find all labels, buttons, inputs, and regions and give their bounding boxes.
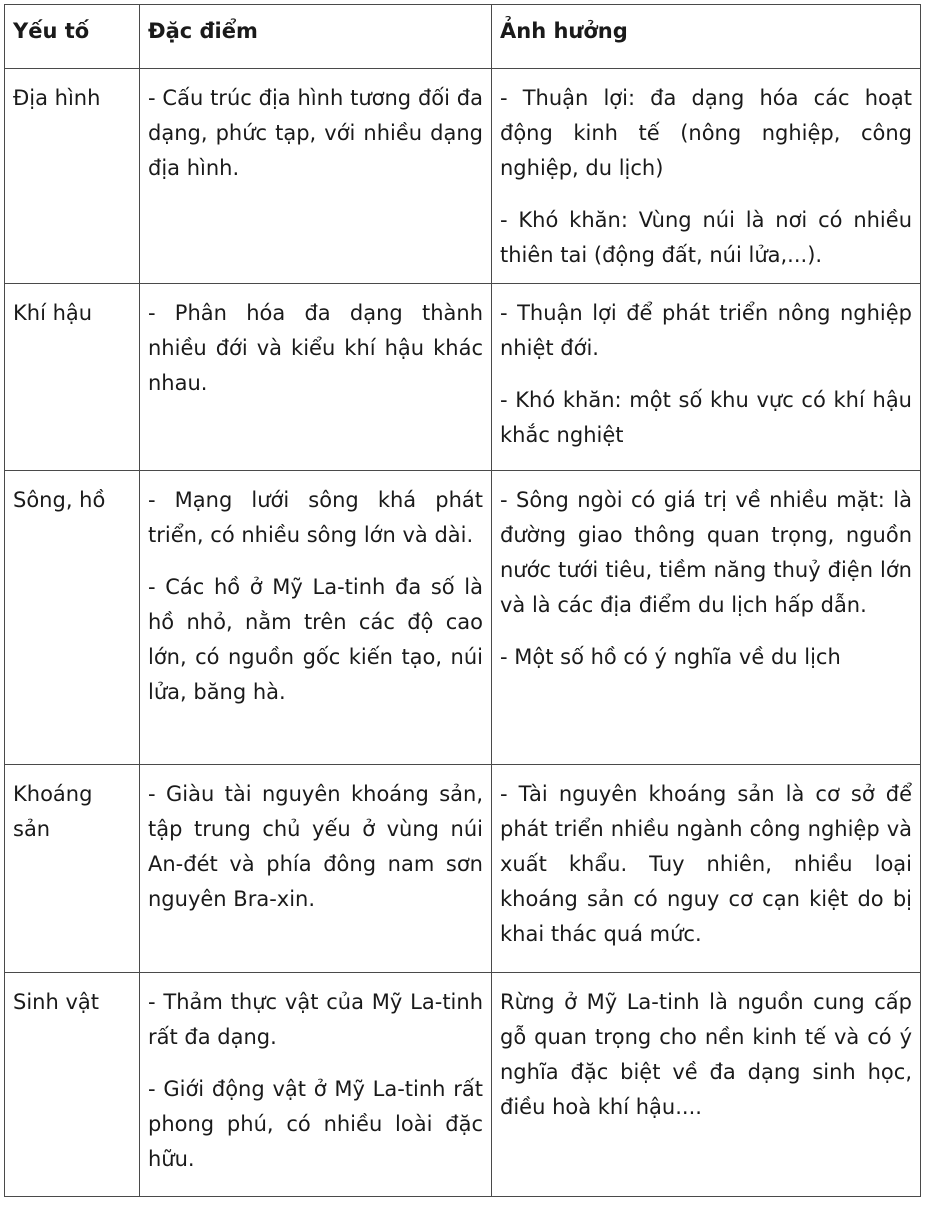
features-cell	[140, 69, 492, 284]
impact-item: - Một số hồ có ý nghĩa về du lịch	[500, 645, 841, 669]
header-factor: Yếu tố	[5, 5, 140, 69]
features-cell	[140, 284, 492, 471]
impact-item: Rừng ở Mỹ La-tinh là nguồn cung cấp gỗ quan trọng cho nền kinh tế và có ý nghĩa đặc biệt về đa dạng sinh học, điều hoà khí hậu....	[500, 990, 912, 1119]
factor-cell: Khí hậu	[5, 284, 140, 471]
impact-item: - Khó khăn: Vùng núi là nơi có nhiều thiên tai (động đất, núi lửa,...).	[500, 208, 912, 267]
factor-cell: Sinh vật	[5, 973, 140, 1197]
impacts-cell	[492, 765, 921, 973]
factor-cell: Sông, hồ	[5, 471, 140, 765]
impact-item: - Thuận lợi: đa dạng hóa các hoạt động kinh tế (nông nghiệp, công nghiệp, du lịch)	[500, 86, 912, 180]
table-row	[5, 69, 921, 284]
impacts-cell	[492, 69, 921, 284]
feature-item: - Các hồ ở Mỹ La-tinh đa số là hồ nhỏ, nằm trên các độ cao lớn, có nguồn gốc kiến tạo, núi lửa, băng hà.	[148, 575, 483, 704]
features-cell	[140, 471, 492, 765]
table-row	[5, 765, 921, 973]
table-row	[5, 284, 921, 471]
impact-item: - Tài nguyên khoáng sản là cơ sở để phát triển nhiều ngành công nghiệp và xuất khẩu. Tuy nhiên, nhiều loại khoáng sản có nguy cơ cạn kiệt do bị khai thác quá mức.	[500, 782, 912, 946]
features-cell	[140, 973, 492, 1197]
header-row	[5, 5, 921, 69]
feature-item: - Mạng lưới sông khá phát triển, có nhiều sông lớn và dài.	[148, 488, 483, 547]
feature-item: - Giàu tài nguyên khoáng sản, tập trung chủ yếu ở vùng núi An-đét và phía đông nam sơn nguyên Bra-xin.	[148, 782, 483, 911]
feature-item: - Giới động vật ở Mỹ La-tinh rất phong phú, có nhiều loài đặc hữu.	[148, 1077, 483, 1171]
features-cell	[140, 765, 492, 973]
header-features: Đặc điểm	[140, 5, 492, 69]
impact-item: - Thuận lợi để phát triển nông nghiệp nhiệt đới.	[500, 301, 912, 360]
impact-item: - Sông ngòi có giá trị về nhiều mặt: là đường giao thông quan trọng, nguồn nước tưới tiêu, tiềm năng thuỷ điện lớn và là các địa điểm du lịch hấp dẫn.	[500, 488, 912, 617]
impacts-cell	[492, 973, 921, 1197]
impacts-cell	[492, 284, 921, 471]
table-row	[5, 973, 921, 1197]
table-row	[5, 471, 921, 765]
natural-conditions-table	[4, 4, 921, 1197]
factor-cell: Địa hình	[5, 69, 140, 284]
header-impacts: Ảnh hưởng	[492, 5, 921, 69]
impact-item: - Khó khăn: một số khu vực có khí hậu khắc nghiệt	[500, 388, 912, 447]
impacts-cell	[492, 471, 921, 765]
feature-item: - Cấu trúc địa hình tương đối đa dạng, phức tạp, với nhiều dạng địa hình.	[148, 86, 483, 180]
feature-item: - Thảm thực vật của Mỹ La-tinh rất đa dạng.	[148, 990, 483, 1049]
feature-item: - Phân hóa đa dạng thành nhiều đới và kiểu khí hậu khác nhau.	[148, 301, 483, 395]
factor-cell: Khoáng sản	[5, 765, 140, 973]
